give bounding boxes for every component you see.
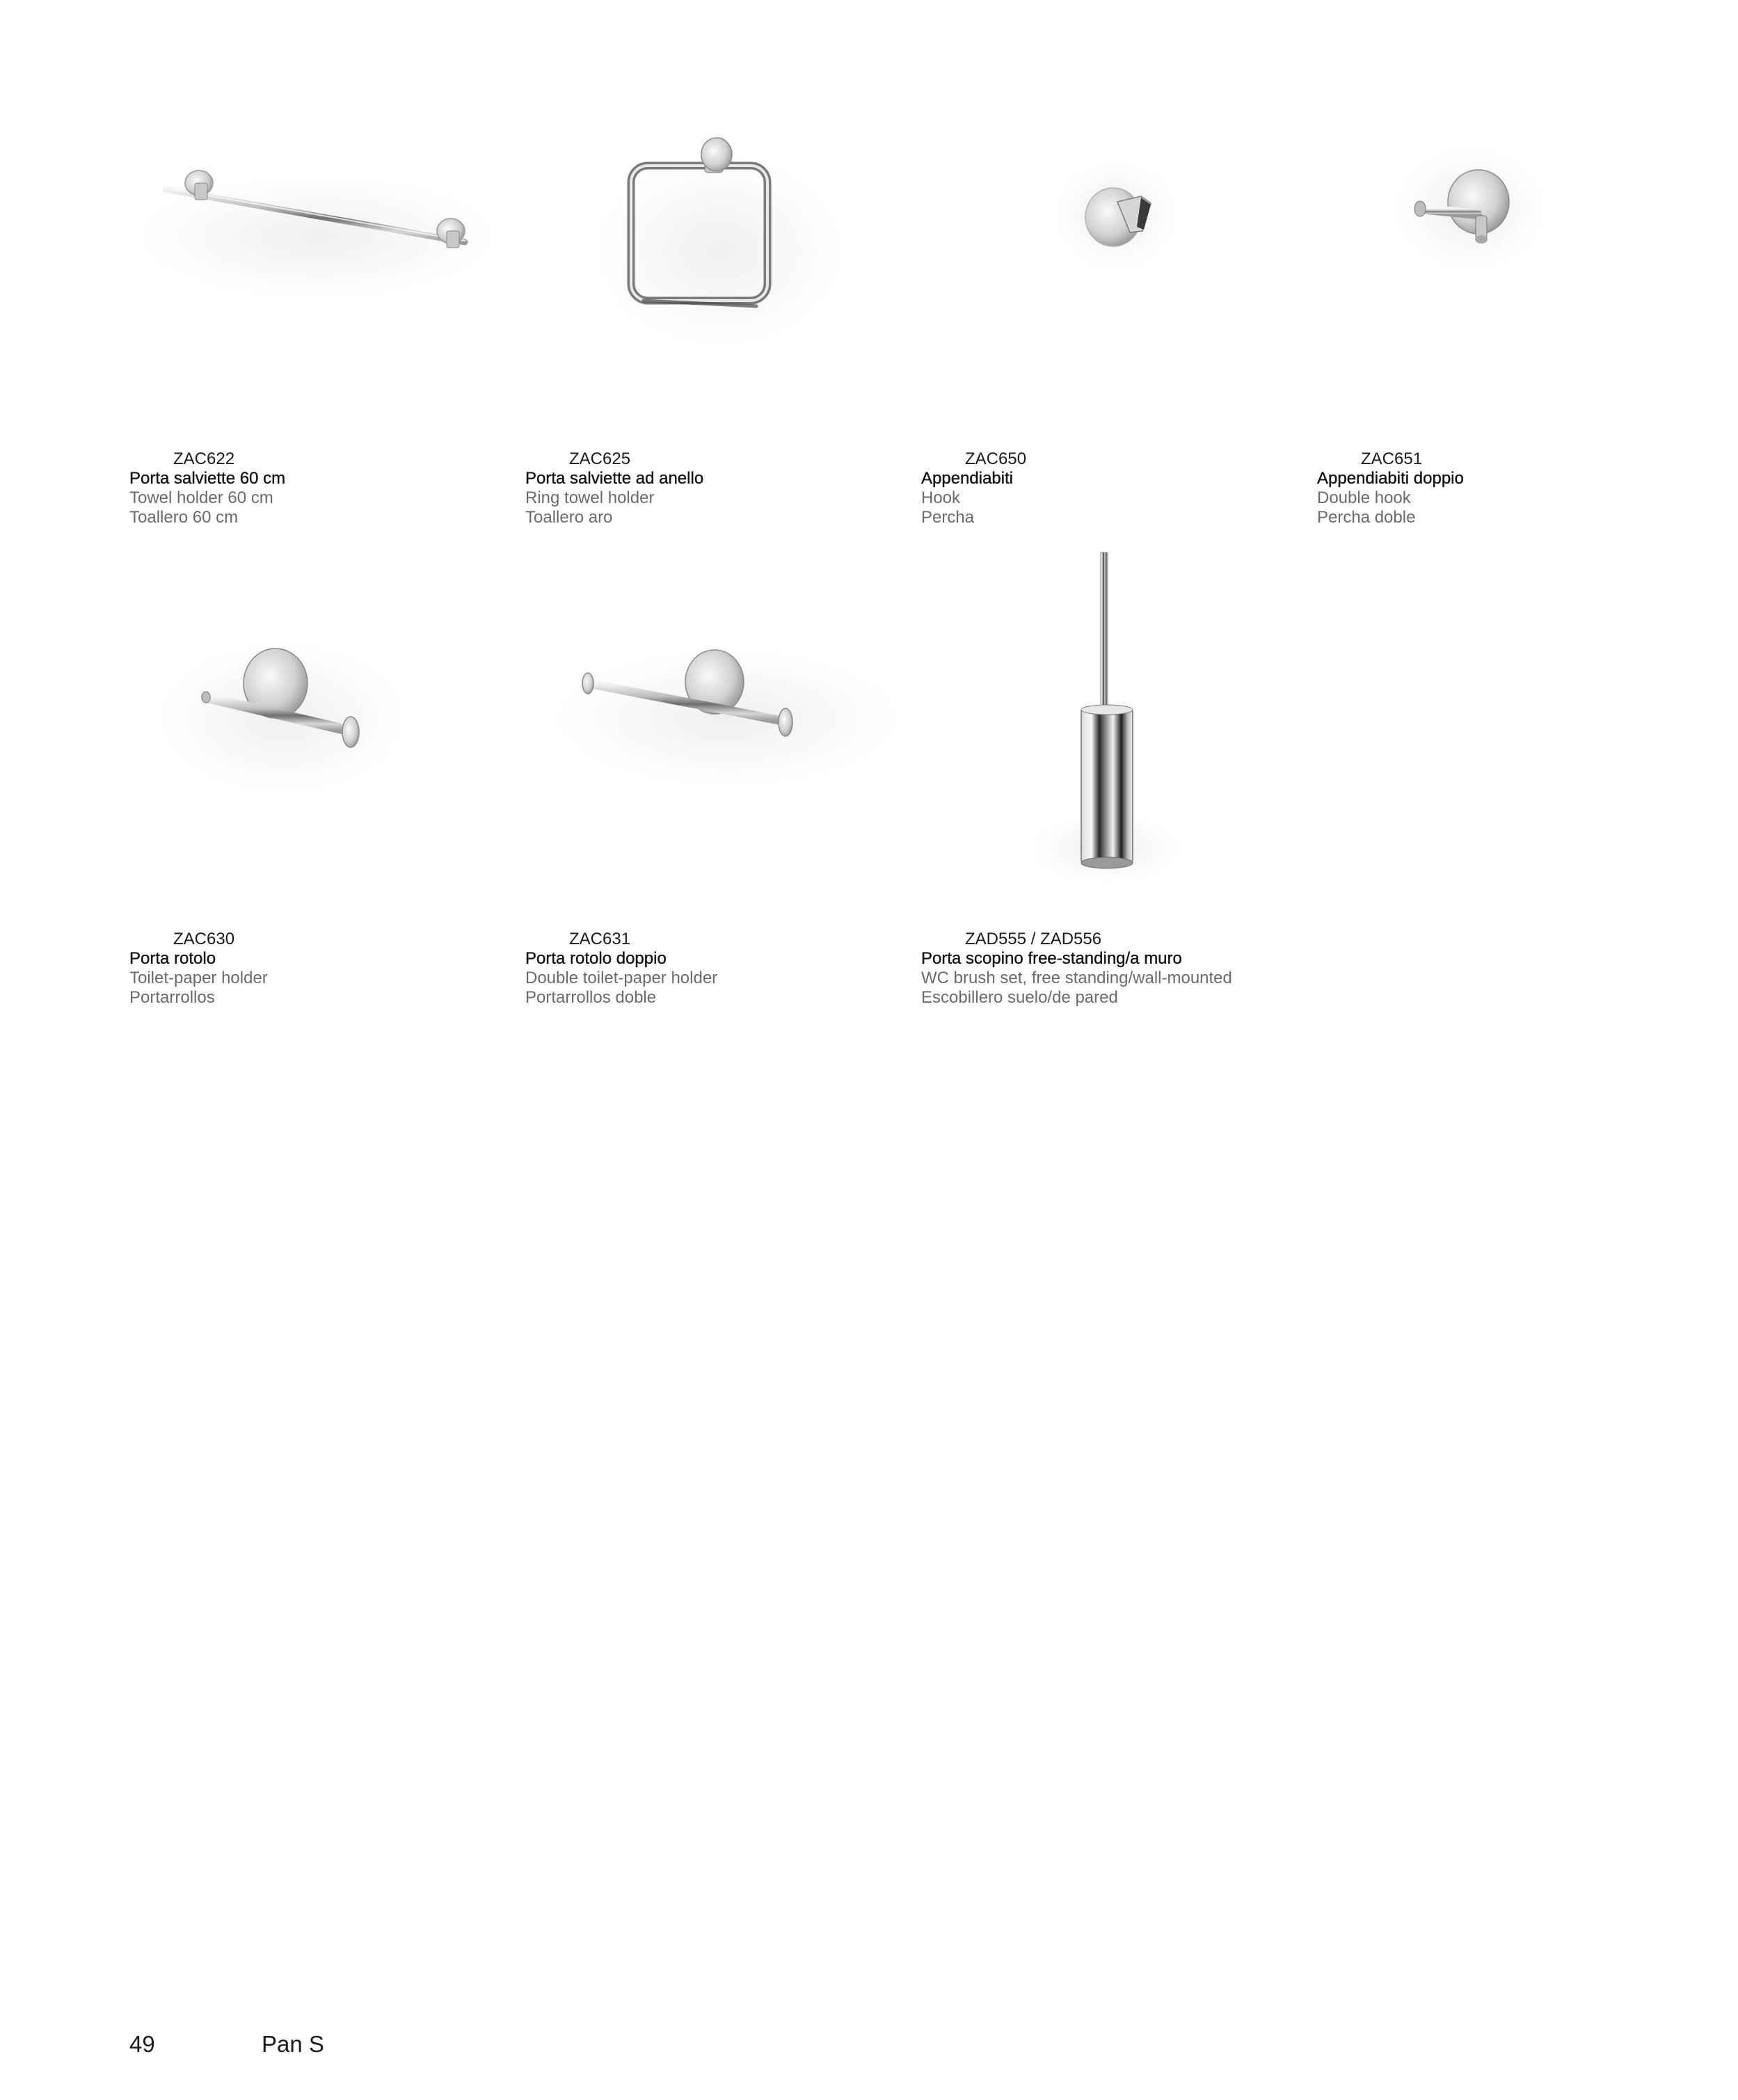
product-name-italian: Porta rotolo (129, 949, 216, 968)
product-name-italian: Appendiabiti doppio (1317, 469, 1464, 488)
product-name-english: Double toilet-paper holder (525, 969, 718, 987)
product-code: ZAC651 (1361, 450, 1423, 468)
towel-bar-icon (129, 111, 519, 445)
product-name-italian: Porta salviette 60 cm (129, 469, 286, 488)
robe-hook-icon (921, 111, 1311, 445)
product-name-english: Hook (921, 488, 961, 507)
product-code: ZAC625 (569, 450, 631, 468)
product-name-english: Towel holder 60 cm (129, 488, 273, 507)
product-name-spanish: Portarrollos doble (525, 988, 657, 1007)
toilet-paper-holder-icon (129, 593, 519, 927)
product-name-spanish: Escobillero suelo/de pared (921, 988, 1118, 1007)
product-name-italian: Porta salviette ad anello (525, 469, 704, 488)
double-robe-hook-icon (1317, 111, 1707, 445)
product-name-spanish: Percha (921, 508, 975, 527)
product-name-italian: Appendiabiti (921, 469, 1014, 488)
product-name-spanish: Toallero 60 cm (129, 508, 239, 527)
double-toilet-paper-holder-icon (525, 593, 915, 927)
product-code: ZAD555 / ZAD556 (965, 930, 1102, 948)
product-name-italian: Porta rotolo doppio (525, 949, 667, 968)
toilet-brush-icon (921, 543, 1311, 905)
towel-ring-icon (525, 111, 915, 445)
page-number: 49 (129, 2031, 155, 2057)
product-name-spanish: Portarrollos (129, 988, 215, 1007)
product-code: ZAC622 (173, 450, 235, 468)
product-name-spanish: Toallero aro (525, 508, 613, 527)
product-name-english: Double hook (1317, 488, 1411, 507)
product-code: ZAC630 (173, 930, 235, 948)
collection-name: Pan S (262, 2031, 324, 2057)
product-code: ZAC631 (569, 930, 631, 948)
product-name-english: Toilet-paper holder (129, 969, 268, 987)
product-code: ZAC650 (965, 450, 1027, 468)
product-name-english: Ring towel holder (525, 488, 655, 507)
product-name-italian: Porta scopino free-standing/a muro (921, 949, 1182, 968)
product-name-english: WC brush set, free standing/wall-mounted (921, 969, 1232, 987)
product-name-spanish: Percha doble (1317, 508, 1416, 527)
